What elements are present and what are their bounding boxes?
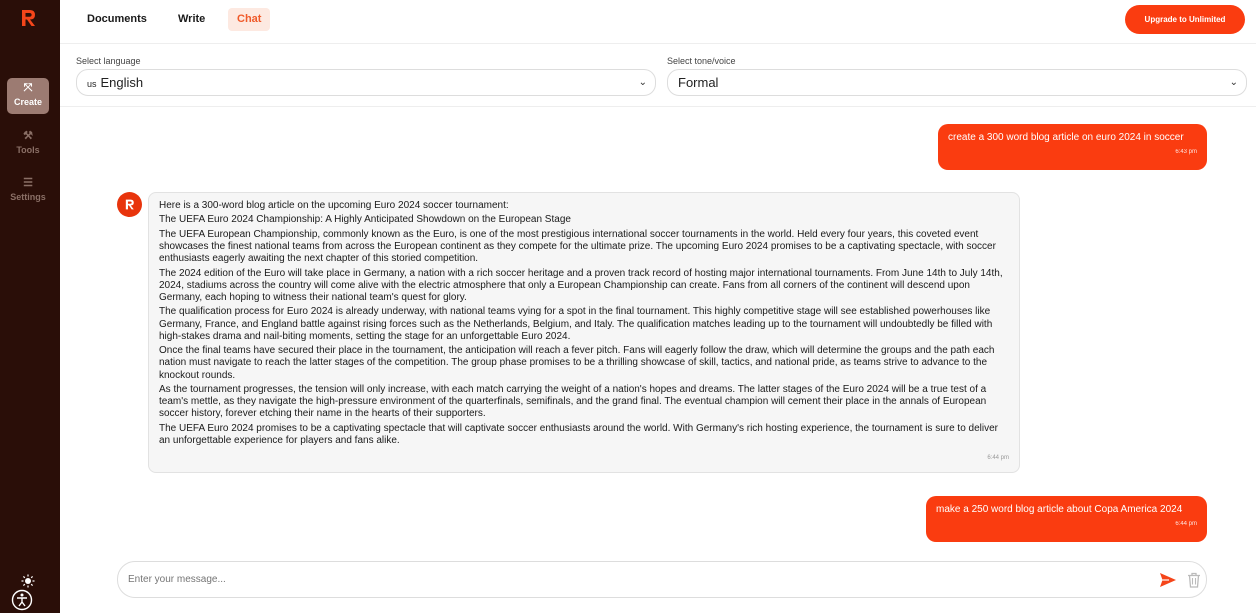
sidebar-item-create[interactable] (7, 78, 49, 114)
language-value: English (100, 75, 144, 90)
language-select[interactable] (76, 69, 656, 96)
tab-documents[interactable]: Documents (87, 13, 147, 25)
divider (60, 106, 1256, 107)
tab-write[interactable]: Write (178, 13, 206, 25)
message-paragraph: The UEFA Euro 2024 Championship: A Highly Anticipated Showdown on the European Stage (159, 214, 571, 226)
message-paragraph: The 2024 edition of the Euro will take place in Germany, a nation with a rich soccer heritage and a proven track record of hosting major international tournaments. From June 14th to July 14th, 2024, stadiums across the country will come alive with the electric atmosphere that only a European Championship can create. Fans from all corners of the continent will descend upon Germany, each hoping to witness their national team's quest for glory. (159, 267, 1003, 303)
tone-select[interactable] (667, 69, 1247, 96)
sun-icon[interactable] (21, 574, 35, 588)
message-time: 6:43 pm (1175, 149, 1197, 155)
message-input[interactable] (128, 562, 1128, 597)
send-icon[interactable] (1159, 571, 1177, 589)
message-paragraph: The qualification process for Euro 2024 is already underway, with national teams vying for a spot in the final tournament. This highly competitive stage will see established powerhouses like Germany, France, and England battle against rising forces such as the Netherlands, Belgium, and Italy. The qualification matches leading up to the tournament will undoubtedly be filled with high-stakes drama and nail-biting moments, setting the stage for an unforgettable Euro 2024. (159, 306, 993, 342)
accessibility-icon[interactable] (11, 589, 33, 611)
sidebar-item-label: Tools (16, 145, 40, 155)
trash-icon[interactable] (1187, 572, 1201, 588)
sidebar-item-label: Create (13, 97, 42, 107)
upgrade-button[interactable]: Upgrade to Unlimited (1125, 5, 1245, 34)
bot-avatar (117, 192, 142, 217)
tone-label: Select tone/voice (667, 56, 736, 66)
bot-logo-icon (124, 198, 135, 211)
tone-value: Formal (678, 75, 719, 90)
sidebar-item-label: Settings (10, 192, 46, 202)
flag-icon: us (87, 79, 97, 89)
message-paragraph: The UEFA Euro 2024 promises to be a captivating spectacle that will captivate soccer enthusiasts around the world. With Germany's rich hosting experience, the tournament is sure to deliver an unforgettable experience for players and fans alike. (159, 422, 998, 446)
sidebar (0, 0, 60, 613)
message-paragraph: As the tournament progresses, the tension will only increase, with each match carrying the weight of a nation's hopes and dreams. The latter stages of the Euro 2024 will be a true test of a team's mettle, as they navigate the high-pressure environment of the quarterfinals, semifinals, and the grand final. The eventual champion will cement their place in the annals of European soccer history, forever etching their name in the hearts of their supporters. (159, 383, 987, 420)
user-message (938, 124, 1207, 170)
message-time: 6:44 pm (987, 454, 1009, 461)
create-icon: ⤧ (23, 82, 33, 94)
wrench-icon: ⚒ (23, 130, 33, 142)
sidebar-item-tools[interactable] (7, 126, 49, 162)
chevron-down-icon: ⌄ (1229, 77, 1238, 88)
message-text: make a 250 word blog article about Copa America 2024 (936, 504, 1183, 515)
app-logo-icon[interactable] (19, 8, 37, 28)
chevron-down-icon: ⌄ (638, 77, 647, 88)
message-text: create a 300 word blog article on euro 2024 in soccer (948, 132, 1184, 143)
message-paragraph: The UEFA European Championship, commonly known as the Euro, is one of the most prestigious international soccer tournaments in the world. Held every four years, this coveted event showcases the finest national teams from across the European continent as they compete for the ultimate prize. The upcoming Euro 2024 promises to be a captivating spectacle, with soccer enthusiasts eagerly awaiting the next chapter of this storied competition. (159, 228, 996, 265)
top-header (60, 0, 1256, 44)
tab-chat[interactable]: Chat (228, 8, 270, 31)
sidebar-item-settings[interactable] (7, 173, 49, 209)
language-label: Select language (76, 56, 141, 66)
sliders-icon: ☰ (23, 177, 33, 189)
message-paragraph: Here is a 300-word blog article on the upcoming Euro 2024 soccer tournament: (159, 200, 509, 211)
message-composer (117, 561, 1207, 598)
user-message (926, 496, 1207, 542)
bot-message (148, 192, 1020, 473)
message-paragraph: Once the final teams have secured their place in the tournament, the anticipation will reach a fever pitch. Fans will eagerly follow the draw, which will determine the groups and the path each nation must navigate to reach the latter stages of the competition. The group phase promises to be a thrilling showcase of skill, tactics, and national pride, as teams strive to advance to the knockout rounds. (159, 345, 995, 381)
message-time: 6:44 pm (1175, 521, 1197, 527)
